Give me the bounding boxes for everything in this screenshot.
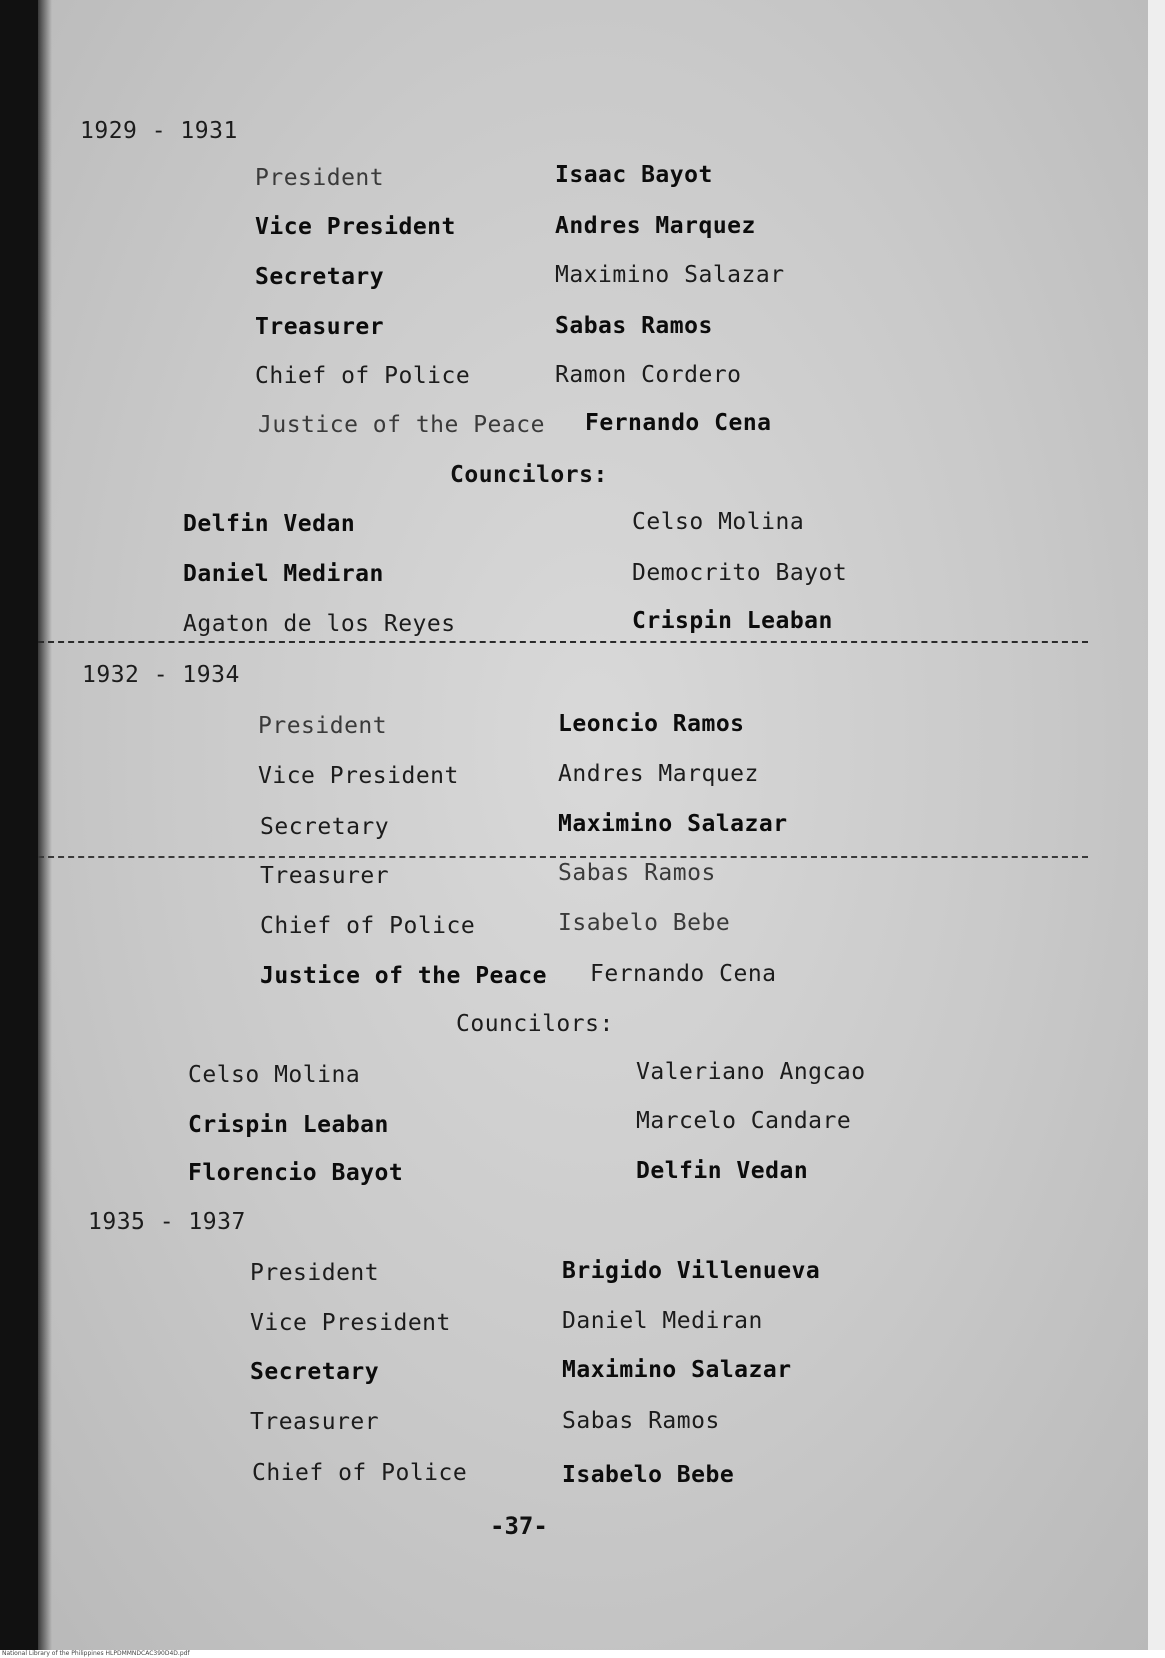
officer-title: Vice President [255, 214, 456, 240]
officer-name: Andres Marquez [555, 213, 756, 239]
library-footer [0, 1650, 1165, 1658]
officer-name: Isabelo Bebe [562, 1462, 735, 1488]
councilor-name: Crispin Leaban [188, 1112, 389, 1138]
councilor-name: Agaton de los Reyes [183, 611, 456, 637]
councilor-name: Delfin Vedan [183, 511, 356, 537]
officer-name: Fernando Cena [585, 410, 772, 436]
officer-title: Secretary [260, 814, 390, 840]
officer-title: Justice of the Peace [260, 963, 547, 989]
officer-name: Isaac Bayot [555, 162, 713, 188]
councilor-name: Democrito Bayot [632, 560, 848, 586]
councilor-name: Crispin Leaban [632, 608, 833, 634]
officer-title: Treasurer [250, 1409, 380, 1435]
officer-name: Andres Marquez [558, 761, 759, 787]
councilors-heading: Councilors: [456, 1011, 614, 1037]
term-years-heading: 1929 - 1931 [80, 118, 238, 144]
officer-title: Secretary [250, 1359, 380, 1385]
councilor-name: Celso Molina [632, 509, 805, 535]
officer-name: Maximino Salazar [555, 262, 785, 288]
officer-title: Chief of Police [252, 1460, 468, 1486]
page-number: -37- [490, 1512, 548, 1540]
officer-name: Brigido Villenueva [562, 1258, 821, 1284]
scan-right-border [1148, 0, 1165, 1650]
councilor-name: Delfin Vedan [636, 1158, 809, 1184]
councilor-name: Daniel Mediran [183, 561, 384, 587]
term-years-heading: 1932 - 1934 [82, 662, 240, 688]
officer-title: Chief of Police [255, 363, 471, 389]
officer-title: President [258, 713, 388, 739]
officer-title: Treasurer [255, 314, 385, 340]
officer-name: Daniel Mediran [562, 1308, 763, 1334]
officer-title: Chief of Police [260, 913, 476, 939]
officer-title: Vice President [250, 1310, 451, 1336]
councilor-name: Celso Molina [188, 1062, 361, 1088]
officer-title: President [255, 165, 385, 191]
officer-name: Maximino Salazar [562, 1357, 792, 1383]
section-divider [38, 641, 1088, 643]
officer-name: Maximino Salazar [558, 811, 788, 837]
officer-name: Fernando Cena [590, 961, 777, 987]
officer-name: Sabas Ramos [555, 313, 713, 339]
officer-title: Secretary [255, 264, 385, 290]
councilor-name: Marcelo Candare [636, 1108, 852, 1134]
officer-title: Justice of the Peace [258, 412, 545, 438]
officer-name: Sabas Ramos [558, 860, 716, 886]
fold-line [38, 856, 1088, 858]
councilors-heading: Councilors: [450, 462, 608, 488]
officer-name: Isabelo Bebe [558, 910, 731, 936]
footer-text: National Library of the Philippines HLPDMMNDCAC390D4D.pdf [2, 1650, 190, 1657]
councilor-name: Florencio Bayot [188, 1160, 404, 1186]
officer-name: Ramon Cordero [555, 362, 742, 388]
officer-name: Sabas Ramos [562, 1408, 720, 1434]
officer-title: President [250, 1260, 380, 1286]
officer-title: Vice President [258, 763, 459, 789]
officer-name: Leoncio Ramos [558, 711, 745, 737]
scan-left-border [0, 0, 38, 1650]
officer-title: Treasurer [260, 863, 390, 889]
councilor-name: Valeriano Angcao [636, 1059, 866, 1085]
term-years-heading: 1935 - 1937 [88, 1209, 246, 1235]
